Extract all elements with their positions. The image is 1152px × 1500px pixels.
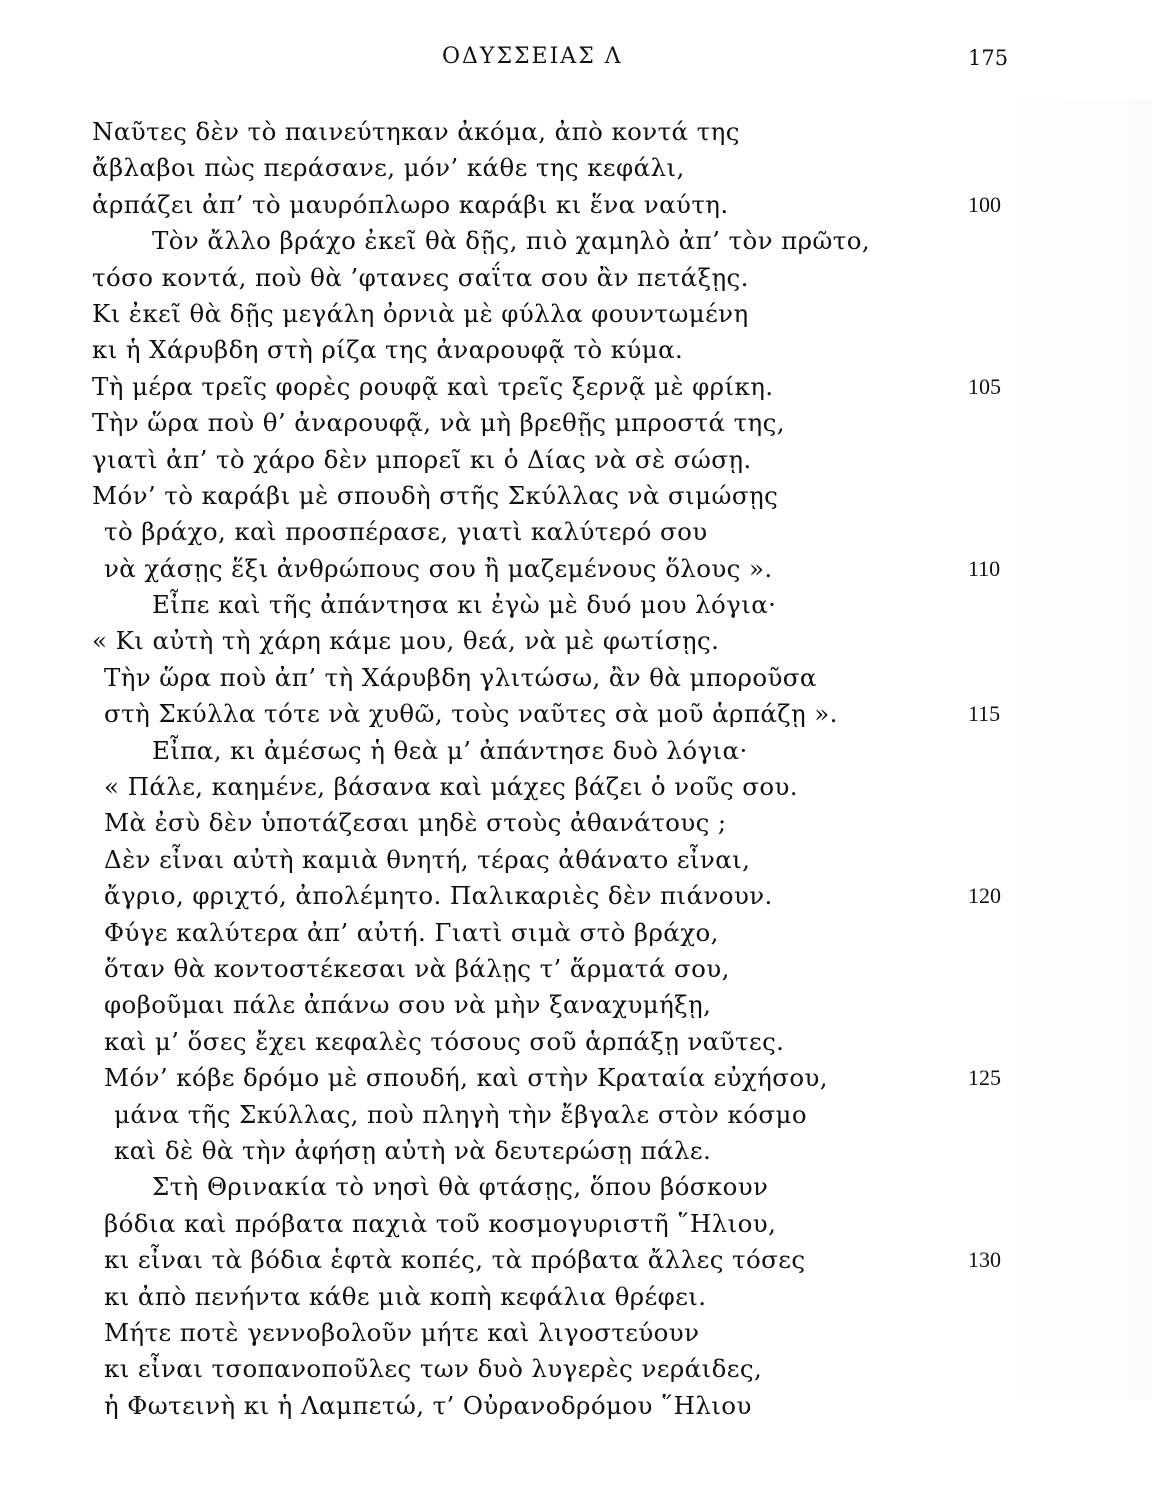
verse-line <box>0 332 1152 368</box>
verse-block <box>0 114 1152 1424</box>
verse-text: « Πάλε, καημένε, βάσανα καὶ μάχες βάζει ὁ νοῦς σου. <box>104 772 798 802</box>
verse-line <box>0 260 1152 296</box>
verse-line <box>0 223 1152 259</box>
verse-text: Μήτε ποτὲ γεννοβολοῦν μήτε καὶ λιγοστεύουν <box>104 1317 700 1347</box>
verse-text: ἡ Φωτεινὴ κι ἡ Λαμπετώ, τ’ Οὐρανοδρόμου ῞Ηλιου <box>104 1390 752 1420</box>
verse-text: κι εἶναι τὰ βόδια ἑφτὰ κοπές, τὰ πρόβατα ἄλλες τόσες <box>104 1245 806 1275</box>
verse-line <box>0 1206 1152 1242</box>
verse-line <box>0 1133 1152 1169</box>
page-number: 175 <box>968 46 1009 70</box>
verse-text: ἄβλαβοι πὼς περάσανε, μόν’ κάθε της κεφάλι, <box>92 153 685 183</box>
verse-text: Δὲν εἶναι αὐτὴ καμιὰ θνητή, τέρας ἀθάνατο εἶναι, <box>104 844 751 874</box>
verse-line <box>0 1279 1152 1315</box>
verse-line <box>0 1097 1152 1133</box>
verse-text: νὰ χάσῃς ἕξι ἀνθρώπους σου ἢ μαζεμένους ὅλους ». <box>104 553 773 583</box>
verse-line <box>0 442 1152 478</box>
verse-text: Ναῦτες δὲν τὸ παινεύτηκαν ἀκόμα, ἀπὸ κοντά της <box>92 117 740 146</box>
verse-text: « Κι αὐτὴ τὴ χάρη κάμε μου, θεά, νὰ μὲ φωτίσῃς. <box>92 626 720 656</box>
verse-line <box>0 842 1152 878</box>
verse-text: τὸ βράχο, καὶ προσπέρασε, γιατὶ καλύτερό σου <box>104 517 708 547</box>
verse-text: ἄγριο, φριχτό, ἀπολέμητο. Παλικαριὲς δὲν πιάνουν. <box>104 881 773 911</box>
verse-text: καὶ δὲ θὰ τὴν ἀφήσῃ αὐτὴ νὰ δευτερώσῃ πάλε. <box>114 1135 712 1165</box>
verse-text: Τὸν ἄλλο βράχο ἐκεῖ θὰ δῇς, πιὸ χαμηλὸ ἀπ’ τὸν πρῶτο, <box>152 226 871 256</box>
verse-line <box>0 1169 1152 1205</box>
running-head <box>0 44 1152 76</box>
verse-line <box>0 987 1152 1023</box>
verse-text: Εἶπα, κι ἀμέσως ἡ θεὰ μ’ ἀπάντησε δυὸ λόγια· <box>152 735 748 765</box>
verse-text: κι ἀπὸ πενήντα κάθε μιὰ κοπὴ κεφάλια θρέφει. <box>104 1281 707 1311</box>
line-number: 105 <box>968 373 1001 399</box>
verse-line <box>0 296 1152 332</box>
verse-text: μάνα τῆς Σκύλλας, ποὺ πληγὴ τὴν ἔβγαλε στὸν κόσμο <box>114 1099 808 1129</box>
verse-line <box>0 696 1152 732</box>
verse-text: ὅταν θὰ κοντοστέκεσαι νὰ βάλῃς τ’ ἅρματά σου, <box>104 953 730 983</box>
verse-line <box>0 623 1152 659</box>
verse-line <box>0 1388 1152 1424</box>
verse-line <box>0 805 1152 841</box>
verse-line <box>0 733 1152 769</box>
verse-line <box>0 1315 1152 1351</box>
verse-line <box>0 187 1152 223</box>
verse-text: Εἶπε καὶ τῆς ἀπάντησα κι ἐγὼ μὲ δυό μου λόγια· <box>152 590 777 620</box>
verse-line <box>0 951 1152 987</box>
verse-text: γιατὶ ἀπ’ τὸ χάρο δὲν μπορεῖ κι ὁ Δίας νὰ σὲ σώσῃ. <box>92 444 752 474</box>
verse-line <box>0 551 1152 587</box>
line-number: 115 <box>968 701 1001 727</box>
verse-line <box>0 1242 1152 1278</box>
line-number: 125 <box>968 1065 1001 1091</box>
verse-text: Τὴν ὥρα ποὺ θ’ ἀναρουφᾷ, νὰ μὴ βρεθῇς μπροστά της, <box>92 408 785 438</box>
verse-line <box>0 660 1152 696</box>
verse-text: Φύγε καλύτερα ἀπ’ αὐτή. Γιατὶ σιμὰ στὸ βράχο, <box>104 917 719 947</box>
verse-text: Μόν’ κόβε δρόμο μὲ σπουδή, καὶ στὴν Κραταία εὐχήσου, <box>104 1063 828 1093</box>
verse-line <box>0 1024 1152 1060</box>
verse-line <box>0 114 1152 150</box>
verse-text: στὴ Σκύλλα τότε νὰ χυθῶ, τοὺς ναῦτες σὰ μοῦ ἁρπάζῃ ». <box>104 699 838 729</box>
verse-text: φοβοῦμαι πάλε ἀπάνω σου νὰ μὴν ξαναχυμήξῃ, <box>104 990 712 1020</box>
verse-line <box>0 915 1152 951</box>
line-number: 130 <box>968 1247 1001 1273</box>
line-number: 100 <box>968 191 1001 217</box>
verse-line <box>0 369 1152 405</box>
verse-line <box>0 587 1152 623</box>
verse-text: Μόν’ τὸ καράβι μὲ σπουδὴ στῆς Σκύλλας νὰ σιμώσῃς <box>92 480 779 510</box>
line-number: 120 <box>968 883 1001 909</box>
verse-text: βόδια καὶ πρόβατα παχιὰ τοῦ κοσμογυριστῆ ῞Ηλιου, <box>104 1208 777 1238</box>
verse-line <box>0 405 1152 441</box>
running-title: ΟΔΥΣΣΕΙΑΣ Λ <box>442 44 623 69</box>
verse-text: Στὴ Θρινακία τὸ νησὶ θὰ φτάσῃς, ὅπου βόσκουν <box>152 1172 769 1202</box>
verse-text: κι εἶναι τσοπανοποῦλες των δυὸ λυγερὲς νεράιδες, <box>104 1354 763 1384</box>
verse-line <box>0 769 1152 805</box>
verse-line <box>0 878 1152 914</box>
verse-line <box>0 478 1152 514</box>
verse-text: Μὰ ἐσὺ δὲν ὑποτάζεσαι μηδὲ στοὺς ἀθανάτους ; <box>104 808 727 838</box>
verse-text: Τὴν ὥρα ποὺ ἀπ’ τὴ Χάρυβδη γλιτώσω, ἂν θὰ μποροῦσα <box>104 662 817 692</box>
verse-line <box>0 150 1152 186</box>
verse-line <box>0 514 1152 550</box>
verse-text: κι ἡ Χάρυβδη στὴ ρίζα της ἀναρουφᾷ τὸ κύμα. <box>92 335 684 365</box>
line-number: 110 <box>968 555 1001 581</box>
verse-text: Κι ἐκεῖ θὰ δῇς μεγάλη ὀρνιὰ μὲ φύλλα φουντωμένη <box>92 298 749 328</box>
verse-line <box>0 1351 1152 1387</box>
verse-text: Τὴ μέρα τρεῖς φορὲς ρουφᾷ καὶ τρεῖς ξερνᾷ μὲ φρίκη. <box>92 371 774 401</box>
verse-text: καὶ μ’ ὅσες ἔχει κεφαλὲς τόσους σοῦ ἁρπάξῃ ναῦτες. <box>104 1026 785 1056</box>
verse-line <box>0 1060 1152 1096</box>
verse-text: ἁρπάζει ἀπ’ τὸ μαυρόπλωρο καράβι κι ἕνα ναύτη. <box>92 189 729 219</box>
verse-text: τόσο κοντά, ποὺ θὰ ’φτανες σαΐτα σου ἂν πετάξῃς. <box>92 262 749 292</box>
